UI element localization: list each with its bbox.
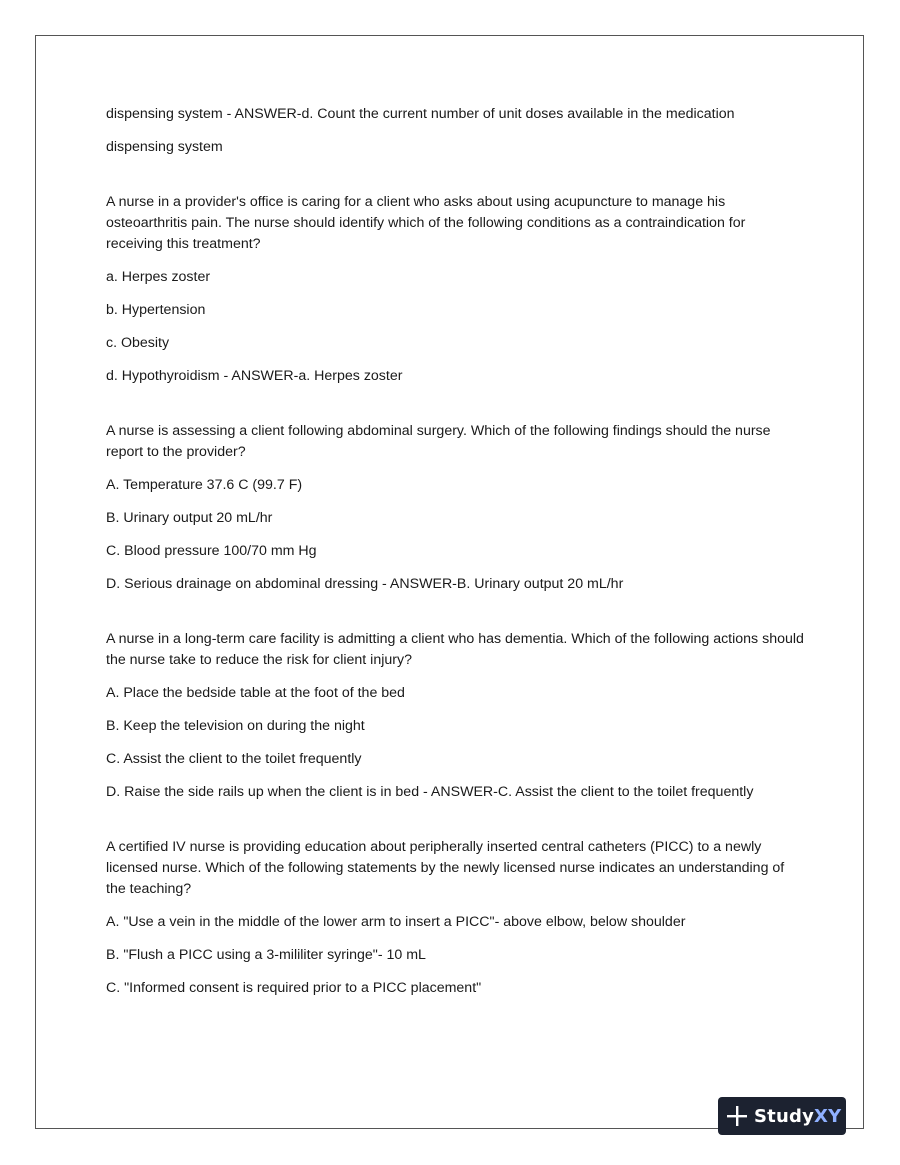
answer-option: B. "Flush a PICC using a 3-mililiter syringe"- 10 mL (106, 947, 426, 963)
intro-line-2: dispensing system (106, 139, 223, 155)
question-block (106, 192, 806, 387)
answer-option: A. "Use a vein in the middle of the lower arm to insert a PICC"- above elbow, below shoulder (106, 914, 686, 930)
answer-option: C. Assist the client to the toilet frequently (106, 751, 362, 767)
answer-option: d. Hypothyroidism - ANSWER-a. Herpes zoster (106, 368, 403, 384)
logo-wordmark (754, 1106, 841, 1127)
studyxy-logo[interactable] (718, 1097, 846, 1135)
question-stem: A certified IV nurse is providing education about peripherally inserted central catheters (PICC) to a newly licensed nurse. Which of the following statements by the newly licensed nurse indicates an understanding of the teaching? (106, 839, 785, 897)
answer-option: B. Urinary output 20 mL/hr (106, 510, 273, 526)
answer-option: A. Temperature 37.6 C (99.7 F) (106, 477, 303, 493)
document-page (35, 35, 864, 1129)
logo-word: Study (754, 1105, 815, 1127)
question-block (106, 629, 806, 803)
answer-option: b. Hypertension (106, 302, 206, 318)
question-stem: A nurse in a long-term care facility is admitting a client who has dementia. Which of the following actions should the nurse take to reduce the risk for client injury? (106, 631, 804, 668)
answer-option: B. Keep the television on during the night (106, 718, 365, 734)
answer-option: C. "Informed consent is required prior to a PICC placement" (106, 980, 482, 996)
document-content (106, 104, 806, 1011)
answer-option: D. Raise the side rails up when the client is in bed - ANSWER-C. Assist the client to the toilet frequently (106, 784, 754, 800)
question-block (106, 837, 806, 999)
intro-line-1: dispensing system - ANSWER-d. Count the current number of unit doses available in the medication (106, 106, 735, 122)
question-stem: A nurse is assessing a client following abdominal surgery. Which of the following findings should the nurse report to the provider? (106, 423, 771, 460)
answer-option: c. Obesity (106, 335, 170, 351)
answer-option: a. Herpes zoster (106, 269, 211, 285)
answer-option: C. Blood pressure 100/70 mm Hg (106, 543, 317, 559)
question-stem: A nurse in a provider's office is caring for a client who asks about using acupuncture to manage his osteoarthritis pain. The nurse should identify which of the following conditions as a contraindication for receiving this treatment? (106, 194, 746, 252)
plus-icon (726, 1105, 748, 1127)
answer-option: A. Place the bedside table at the foot of the bed (106, 685, 405, 701)
answer-option: D. Serious drainage on abdominal dressing - ANSWER-B. Urinary output 20 mL/hr (106, 576, 624, 592)
question-block (106, 421, 806, 595)
logo-word-accent: XY (814, 1105, 842, 1127)
